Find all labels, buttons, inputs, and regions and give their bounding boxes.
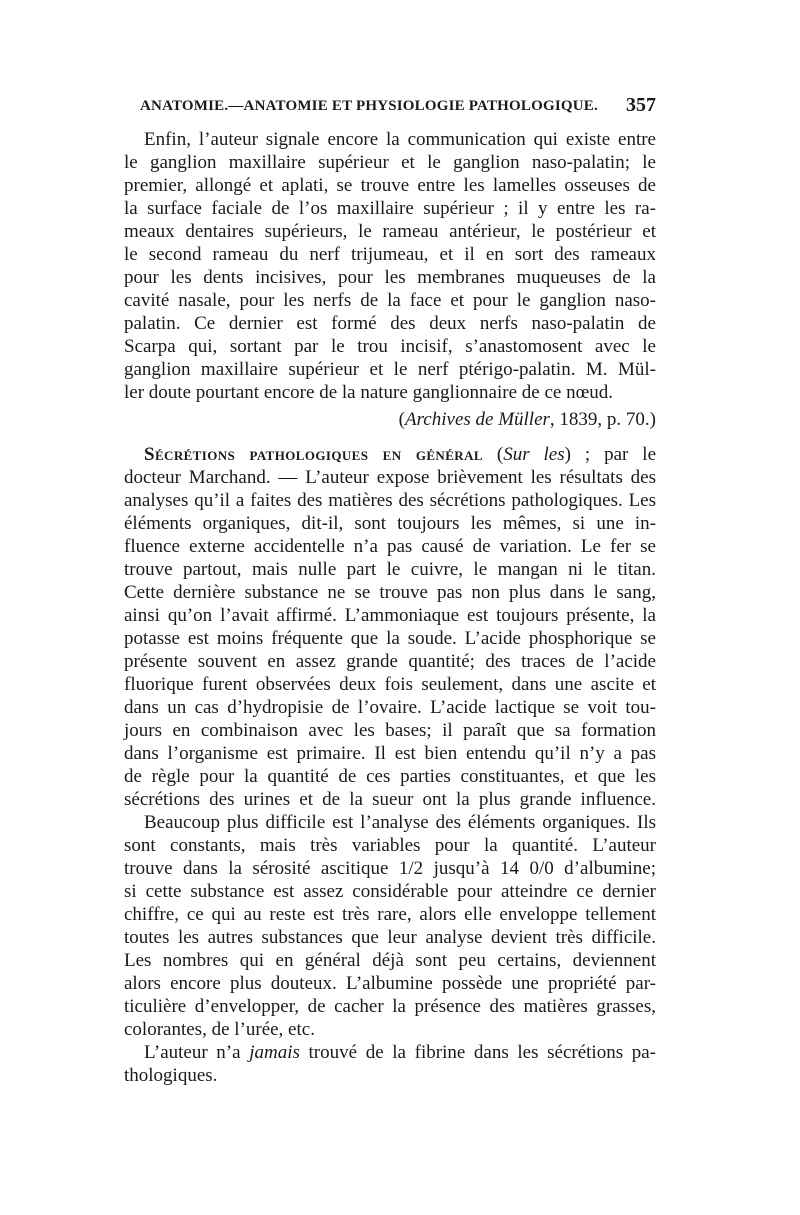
p4-pre: L’auteur n’a: [144, 1042, 250, 1063]
text-line: éléments organiques, dit-il, sont toujours les mêmes, si une in-: [124, 513, 656, 534]
text-line: palatin. Ce dernier est formé des deux nerfs naso-palatin de: [124, 313, 656, 334]
text-line: meaux dentaires supérieurs, le rameau antérieur, le postérieur et: [124, 221, 656, 242]
text-line: docteur Marchand. — L’auteur expose brièvement les résultats des: [124, 467, 656, 488]
citation-rest: , 1839, p. 70.): [549, 409, 656, 430]
text-line: potasse est moins fréquente que la soude. L’acide phosphorique se: [124, 628, 656, 649]
text-line: trouve dans la sérosité ascitique 1/2 jusqu’à 14 0/0 d’albumine;: [124, 858, 656, 879]
text-line: trouve partout, mais nulle part le cuivre, le mangan ni le titan.: [124, 559, 656, 580]
running-header: [124, 96, 656, 122]
text-line: ler doute pourtant encore de la nature ganglionnaire de ce nœud.: [124, 382, 614, 403]
running-title: ANATOMIE.—ANATOMIE ET PHYSIOLOGIE PATHOLOGIQUE.: [140, 98, 598, 114]
p4-post: trouvé de la fibrine dans les sécrétions pa-: [299, 1042, 656, 1063]
section-heading: Sécrétions pathologiques en général: [144, 444, 483, 465]
text-line: alors encore plus douteux. L’albumine possède une propriété par-: [124, 973, 656, 994]
text-line: ganglion maxillaire supérieur et le nerf ptérigo-palatin. M. Mül-: [124, 359, 656, 380]
text-line: cavité nasale, pour les nerfs de la face et pour le ganglion naso-: [124, 290, 656, 311]
text-line: fluorique furent observées deux fois seulement, dans une ascite et: [124, 674, 656, 695]
text-line: chiffre, ce qui au reste est très rare, alors elle enveloppe tellement: [124, 904, 656, 925]
text-line: toutes les autres substances que leur analyse devient très difficile.: [124, 927, 656, 948]
text-line: pour les dents incisives, pour les membranes muqueuses de la: [124, 267, 656, 288]
text-line: thologiques.: [124, 1065, 218, 1086]
text-line: Scarpa qui, sortant par le trou incisif, s’anastomosent avec le: [124, 336, 656, 357]
text-line: [124, 1042, 656, 1064]
citation: [370, 409, 656, 431]
text-line: jours en combinaison avec les bases; il paraît que sa formation: [124, 720, 656, 741]
text-line: ainsi qu’on l’avait affirmé. L’ammoniaque est toujours présente, la: [124, 605, 656, 626]
text-line: de règle pour la quantité de ces parties constituantes, et que les: [124, 766, 656, 787]
text-line: présente souvent en assez grande quantité; des traces de l’acide: [124, 651, 656, 672]
section-subtitle: Sur les: [503, 444, 565, 465]
text-line: dans un cas d’hydropisie de l’ovaire. L’acide lactique se voit tou-: [124, 697, 656, 718]
citation-open: (: [398, 409, 405, 430]
text-line: le second rameau du nerf trijumeau, et il en sort des rameaux: [124, 244, 656, 265]
text-line: dans l’organisme est primaire. Il est bien entendu qu’il n’y a pas: [124, 743, 656, 764]
text-line: Cette dernière substance ne se trouve pas non plus dans le sang,: [124, 582, 656, 603]
section-open-paren: (: [482, 444, 504, 465]
text-line: le ganglion maxillaire supérieur et le ganglion naso-palatin; le: [124, 152, 656, 173]
text-line: analyses qu’il a faites des matières des sécrétions pathologiques. Les: [124, 490, 656, 511]
page-number: 357: [626, 94, 656, 116]
text-line: ticulière d’envelopper, de cacher la présence des matières grasses,: [124, 996, 656, 1017]
text-line: Enfin, l’auteur signale encore la communication qui existe entre: [144, 129, 656, 150]
text-line: colorantes, de l’urée, etc.: [124, 1019, 315, 1040]
p4-emph: jamais: [249, 1042, 300, 1063]
text-line: Beaucoup plus difficile est l’analyse des éléments organiques. Ils: [144, 812, 656, 833]
text-line: fluence externe accidentelle n’a pas causé de variation. Le fer se: [124, 536, 656, 557]
section-close-rest: ) ; par le: [564, 444, 657, 465]
text-line: si cette substance est assez considérable pour atteindre ce dernier: [124, 881, 656, 902]
text-line: premier, allongé et aplati, se trouve entre les lamelles osseuses de: [124, 175, 656, 196]
section-heading-line: [124, 444, 656, 466]
text-line: Les nombres qui en général déjà sont peu certains, deviennent: [124, 950, 656, 971]
text-line: sécrétions des urines et de la sueur ont la plus grande influence.: [124, 789, 656, 810]
text-line: sont constants, mais très variables pour la quantité. L’auteur: [124, 835, 656, 856]
citation-source: Archives de Müller: [405, 409, 550, 430]
text-line: la surface faciale de l’os maxillaire supérieur ; il y entre les ra-: [124, 198, 656, 219]
